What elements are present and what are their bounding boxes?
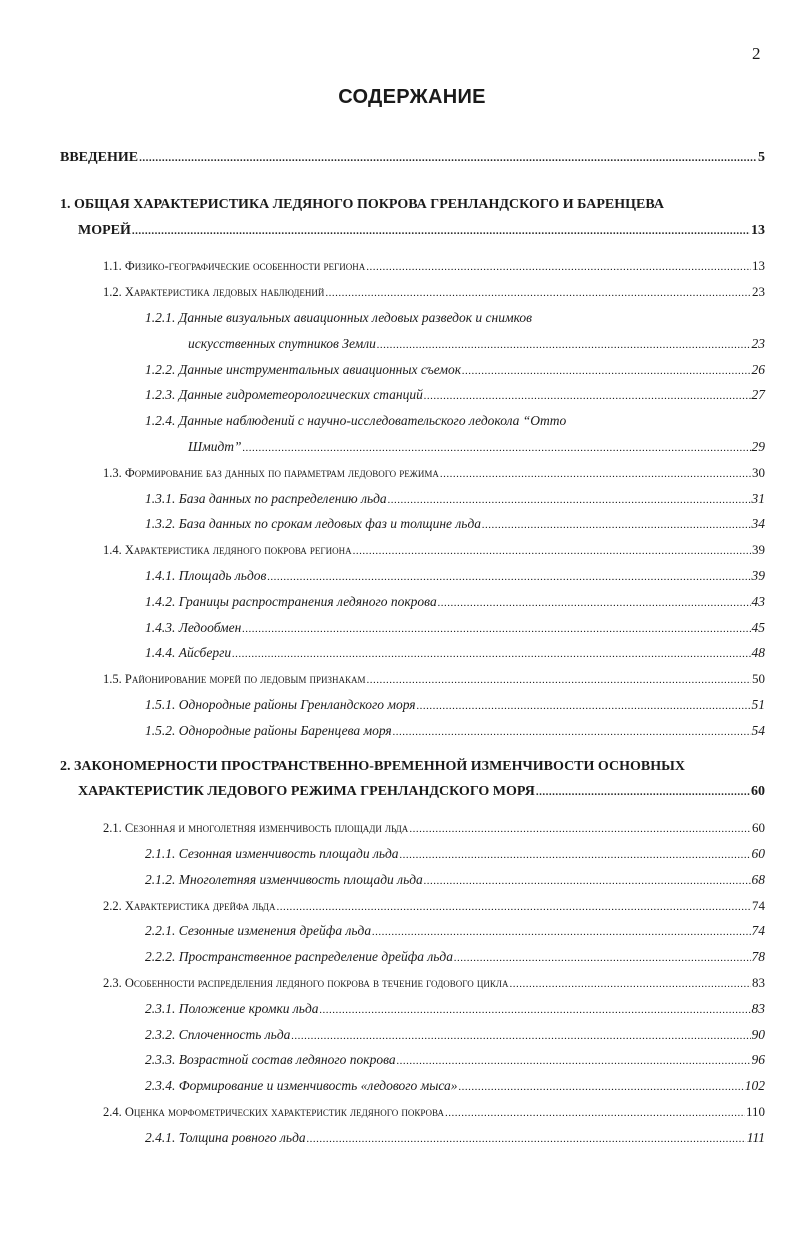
- toc-entry-title: 1.2.2. Данные инструментальных авиационных съемок: [145, 361, 462, 377]
- toc-entry[interactable]: [0, 841, 796, 867]
- dot-leader: [325, 280, 751, 307]
- toc-entry[interactable]: [0, 815, 796, 841]
- dot-leader: [397, 1047, 751, 1075]
- toc-page-number: 83: [751, 1000, 765, 1016]
- toc-entry-line: [0, 615, 765, 641]
- toc-entry-title: 2.1.1. Сезонная изменчивость площади льда: [145, 845, 399, 861]
- toc-entry-line: [0, 511, 765, 537]
- toc-entry-title: 1.2.4. Данные наблюдений с научно-исследовательского ледокола “Отто: [145, 413, 567, 429]
- toc-entry-title: 2.4. Оценка морфометрических характеристик ледяного покрова: [103, 1104, 444, 1119]
- toc-page-number: 110: [745, 1103, 765, 1119]
- toc-entry[interactable]: [0, 192, 796, 244]
- toc-entry-title: 1.4.4. Айсберги: [145, 645, 232, 661]
- toc-page-number: 26: [751, 361, 765, 377]
- toc-entry[interactable]: [0, 718, 796, 744]
- table-of-contents: [0, 145, 796, 1150]
- toc-entry[interactable]: [0, 357, 796, 383]
- toc-entry-line: [0, 970, 765, 996]
- toc-entry-line: [0, 408, 765, 434]
- dot-leader: [454, 944, 750, 972]
- toc-entry-title: ВВЕДЕНИЕ: [60, 150, 139, 165]
- toc-entry-title: 2.2.1. Сезонные изменения дрейфа льда: [145, 923, 372, 939]
- toc-entry[interactable]: [0, 305, 796, 357]
- toc-entry-title: 2.2. Характеристика дрейфа льда: [103, 898, 276, 913]
- dot-leader: [393, 718, 751, 746]
- dot-leader: [400, 841, 751, 869]
- toc-entry-title: 1.5.1. Однородные районы Гренландского моря: [145, 696, 416, 712]
- toc-page-number: 48: [751, 645, 765, 661]
- toc-entry[interactable]: [0, 511, 796, 537]
- dot-leader: [424, 867, 751, 895]
- toc-page-number: 102: [744, 1078, 765, 1094]
- toc-page-number: 27: [751, 387, 765, 403]
- toc-page-number: 78: [751, 949, 765, 965]
- dot-leader: [409, 816, 751, 843]
- toc-page-number: 13: [751, 222, 765, 238]
- dot-leader: [482, 511, 750, 539]
- toc-entry[interactable]: [0, 382, 796, 408]
- toc-entry-title: 1. ОБЩАЯ ХАРАКТЕРИСТИКА ЛЕДЯНОГО ПОКРОВА ГРЕНЛАНДСКОГО И БАРЕНЦЕВА: [60, 196, 664, 212]
- toc-entry-line: [0, 815, 765, 841]
- dot-leader: [139, 145, 757, 172]
- toc-page-number: 13: [752, 258, 765, 274]
- toc-entry-title: 1.4.3. Ледообмен: [145, 619, 242, 635]
- toc-entry-line: [0, 893, 765, 919]
- toc-entry[interactable]: [0, 996, 796, 1022]
- toc-page-number: 39: [751, 567, 765, 583]
- toc-entry[interactable]: [0, 1073, 796, 1099]
- dot-leader: [353, 538, 751, 565]
- toc-entry-title-continued: ХАРАКТЕРИСТИК ЛЕДОВОГО РЕЖИМА ГРЕНЛАНДСКОГО МОРЯ: [78, 784, 535, 800]
- toc-entry-line: [0, 640, 765, 666]
- toc-page-number: 39: [752, 542, 765, 558]
- dot-leader: [320, 996, 751, 1024]
- toc-entry-title: 1.1. Физико-географические особенности региона: [103, 259, 366, 274]
- toc-entry-title: 2.1.2. Многолетняя изменчивость площади льда: [145, 871, 423, 887]
- toc-entry[interactable]: [0, 460, 796, 486]
- toc-page-number: 23: [752, 284, 765, 300]
- toc-entry[interactable]: [0, 692, 796, 718]
- page-title: СОДЕРЖАНИЕ: [338, 86, 486, 108]
- toc-entry-line: [0, 944, 765, 970]
- toc-entry-line: [0, 718, 765, 744]
- toc-entry-line: [0, 434, 765, 460]
- toc-entry-line: [0, 253, 765, 279]
- toc-page-number: 5: [758, 150, 765, 165]
- dot-leader: [536, 779, 750, 806]
- page-number: 2: [752, 44, 761, 63]
- dot-leader: [243, 434, 751, 462]
- toc-entry[interactable]: [0, 563, 796, 589]
- toc-page-number: 54: [751, 722, 765, 738]
- toc-entry-title: 2.3.1. Положение кромки льда: [145, 1000, 319, 1016]
- toc-page-number: 96: [751, 1052, 765, 1068]
- toc-entry-line: [0, 563, 765, 589]
- toc-entry[interactable]: [0, 970, 796, 996]
- dot-leader: [417, 692, 751, 720]
- toc-page-number: 43: [751, 593, 765, 609]
- dot-leader: [372, 918, 750, 946]
- toc-entry-title: 2.3.2. Сплоченность льда: [145, 1026, 291, 1042]
- toc-entry-title: 2.2.2. Пространственное распределение дрейфа льда: [145, 949, 454, 965]
- toc-entry-line: [0, 331, 765, 357]
- toc-entry[interactable]: [0, 279, 796, 305]
- toc-entry-line: [0, 1022, 765, 1048]
- toc-entry-line: [0, 867, 765, 893]
- toc-entry-line: [0, 589, 765, 615]
- dot-leader: [445, 1100, 745, 1127]
- toc-entry-line: [0, 754, 765, 780]
- toc-page-number: 60: [751, 784, 765, 800]
- dot-leader: [242, 615, 750, 643]
- toc-entry[interactable]: [0, 893, 796, 919]
- toc-entry-line: [0, 218, 765, 244]
- dot-leader: [366, 254, 751, 281]
- toc-entry[interactable]: [0, 1047, 796, 1073]
- toc-page-number: 34: [751, 516, 765, 532]
- toc-entry-title: 2.3.4. Формирование и изменчивость «ледового мыса»: [145, 1078, 458, 1094]
- toc-entry[interactable]: [0, 867, 796, 893]
- dot-leader: [276, 894, 751, 921]
- dot-leader: [438, 589, 751, 617]
- toc-entry-title: 1.4.1. Площадь льдов: [145, 567, 267, 583]
- toc-entry-line: [0, 192, 765, 218]
- toc-entry-title: 2. ЗАКОНОМЕРНОСТИ ПРОСТРАНСТВЕННО-ВРЕМЕННОЙ ИЗМЕНЧИВОСТИ ОСНОВНЫХ: [60, 758, 685, 774]
- toc-entry-title: 1.4. Характеристика ледяного покрова региона: [103, 543, 352, 558]
- toc-entry-title: 2.1. Сезонная и многолетняя изменчивость площади льда: [103, 821, 409, 836]
- dot-leader: [267, 563, 750, 591]
- toc-entry-title: 1.3. Формирование баз данных по параметрам ледового режима: [103, 465, 439, 480]
- dot-leader: [459, 1073, 744, 1101]
- toc-entry-line: [0, 537, 765, 563]
- toc-entry[interactable]: [0, 615, 796, 641]
- toc-page-number: 23: [751, 335, 765, 351]
- toc-entry-line: [0, 1073, 765, 1099]
- toc-page-number: 74: [752, 897, 765, 913]
- dot-leader: [509, 971, 751, 998]
- dot-leader: [462, 357, 750, 385]
- toc-page-number: 68: [751, 871, 765, 887]
- toc-entry-title-continued: искусственных спутников Земли: [188, 335, 376, 351]
- toc-entry-line: [0, 918, 765, 944]
- toc-entry-line: [0, 382, 765, 408]
- toc-entry[interactable]: [0, 944, 796, 970]
- toc-entry-line: [0, 996, 765, 1022]
- toc-page-number: 45: [751, 619, 765, 635]
- dot-leader: [132, 218, 750, 245]
- toc-entry-title-continued: Шмидт”: [188, 438, 242, 454]
- toc-entry-title: 1.5. Районирование морей по ледовым признакам: [103, 672, 366, 687]
- toc-page-number: 111: [746, 1129, 765, 1145]
- toc-entry[interactable]: [0, 640, 796, 666]
- toc-entry[interactable]: [0, 589, 796, 615]
- toc-page-number: 50: [752, 671, 765, 687]
- toc-entry-line: [0, 486, 765, 512]
- toc-entry-line: [0, 1125, 765, 1151]
- toc-entry-title: 1.2.3. Данные гидрометеорологических станций: [145, 387, 423, 403]
- dot-leader: [377, 331, 751, 359]
- toc-entry-title: 1.5.2. Однородные районы Баренцева моря: [145, 722, 392, 738]
- toc-entry-title: 1.3.1. База данных по распределению льда: [145, 490, 387, 506]
- toc-entry[interactable]: [0, 918, 796, 944]
- toc-page-number: 51: [751, 696, 765, 712]
- toc-page-number: 90: [751, 1026, 765, 1042]
- toc-entry-title: 2.3. Особенности распределения ледяного покрова в течение годового цикла: [103, 975, 509, 990]
- dot-leader: [232, 640, 750, 668]
- toc-page-number: 83: [752, 974, 765, 990]
- toc-entry[interactable]: [0, 666, 796, 692]
- toc-page-number: 31: [751, 490, 765, 506]
- toc-entry-line: [0, 841, 765, 867]
- toc-entry-line: [0, 1047, 765, 1073]
- toc-entry-title: 1.4.2. Границы распространения ледяного покрова: [145, 593, 437, 609]
- toc-entry[interactable]: [0, 253, 796, 279]
- dot-leader: [424, 382, 751, 410]
- toc-entry-title: 1.3.2. База данных по срокам ледовых фаз и толщине льда: [145, 516, 482, 532]
- toc-page-number: 30: [752, 464, 765, 480]
- toc-entry-title: 1.2.1. Данные визуальных авиационных ледовых разведок и снимков: [145, 309, 532, 325]
- toc-page-number: 60: [752, 820, 765, 836]
- toc-entry-line: [0, 279, 765, 305]
- toc-entry-line: [0, 460, 765, 486]
- toc-entry-title-continued: МОРЕЙ: [78, 222, 131, 238]
- toc-entry-line: [0, 692, 765, 718]
- toc-page-number: 60: [751, 845, 765, 861]
- toc-entry[interactable]: [0, 754, 796, 806]
- toc-page-number: 29: [751, 438, 765, 454]
- toc-entry[interactable]: [0, 537, 796, 563]
- toc-entry[interactable]: [0, 408, 796, 460]
- toc-entry-line: [0, 145, 765, 171]
- toc-entry-line: [0, 305, 765, 331]
- toc-entry-title: 2.4.1. Толщина ровного льда: [145, 1129, 306, 1145]
- dot-leader: [440, 461, 751, 488]
- toc-entry-line: [0, 666, 765, 692]
- toc-entry[interactable]: [0, 486, 796, 512]
- toc-entry-line: [0, 357, 765, 383]
- toc-entry-line: [0, 779, 765, 805]
- toc-entry[interactable]: [0, 1099, 796, 1125]
- toc-page-number: 74: [751, 923, 765, 939]
- dot-leader: [291, 1022, 750, 1050]
- toc-entry[interactable]: [0, 1125, 796, 1151]
- toc-entry[interactable]: [0, 1022, 796, 1048]
- toc-entry[interactable]: [0, 145, 796, 171]
- toc-entry-title: 1.2. Характеристика ледовых наблюдений: [103, 285, 325, 300]
- dot-leader: [388, 486, 751, 514]
- toc-entry-line: [0, 1099, 765, 1125]
- dot-leader: [367, 667, 752, 694]
- dot-leader: [307, 1125, 746, 1153]
- toc-entry-title: 2.3.3. Возрастной состав ледяного покрова: [145, 1052, 396, 1068]
